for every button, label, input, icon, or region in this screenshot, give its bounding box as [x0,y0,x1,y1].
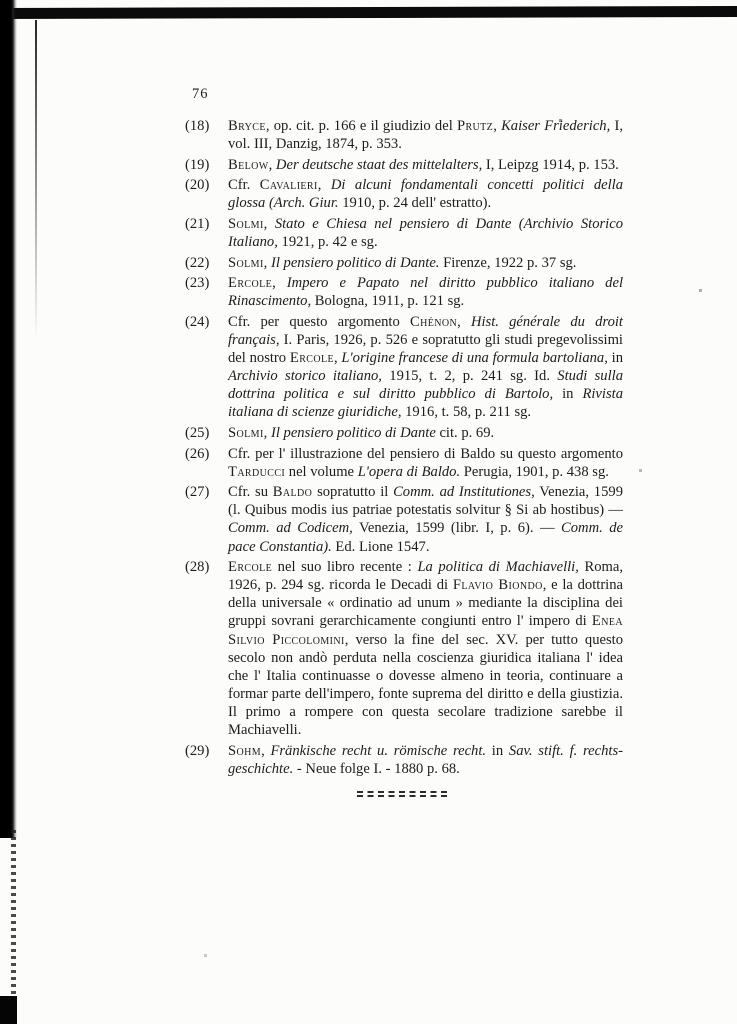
footnote-text: Cfr. Cavalieri, Di alcuni fondamentali concetti politici della glossa (Arch. Giur. 1910, p. 24 dell' estratto). [228,177,623,212]
scan-noise-dots [0,0,1,1]
footnote-number: (25) [185,425,210,441]
footnote-number: (19) [185,156,210,173]
footnote-entry [185,742,623,778]
footnote-entry [185,215,623,251]
footnote-number: (28) [185,559,210,576]
footnote-text: Ercole, Impero e Papato nel diritto pubblico italiano del Rinascimento, Bologna, 1911, p. 121 sg. [228,275,623,310]
scan-page-crease [35,20,37,340]
footnote-number: (22) [185,254,210,271]
footnote-entry [185,483,623,555]
footnote-number: (23) [185,275,210,292]
divider-rule [357,791,447,793]
scan-edge-top [0,6,737,19]
footnote-text: Ercole nel suo libro recente : La politica di Machiavelli, Roma, 1926, p. 294 sg. ricorda le Decadi di Flavio Biondo, e la dottrina della universale « ordinatio ad unum » mediante la disciplina dei gruppi sovrani gerarchicamente congiunti entro l' impero di Enea Silvio Piccolomini, verso la fine del sec. XV. per tutto questo secolo non andò perduta nella coscienza giuridica italiana l' idea che l' Italia continuasse o dovesse almeno in teoria, continuare a formar parte dell'impero, fonte suprema del diritto e della giustizia. Il primo a rompere con questa secolare tradizione sarebbe il Machiavelli. [228,559,624,738]
footnote-number: (29) [185,742,210,759]
footnote-entry [185,156,623,174]
footnote-number: (26) [185,445,210,462]
footnote-entry [185,274,623,310]
footnote-number: (18) [185,118,210,134]
section-divider [357,791,447,797]
scan-edge-left [0,0,18,838]
footnote-text: Solmi, Il pensiero politico di Dante cit. p. 69. [228,425,495,441]
footnote-entry [185,176,623,212]
footnote-text: Solmi, Stato e Chiesa nel pensiero di Dante (Archivio Storico Italiano, 1921, p. 42 e sg. [228,215,623,251]
footnote-entry [185,254,623,272]
footnote-entry [185,424,623,442]
footnote-number: (27) [185,484,210,501]
scan-speckle-strip [11,830,16,1024]
footnote-number: (24) [185,313,210,330]
footnote-entry [185,558,623,739]
footnote-text: Solmi, Il pensiero politico di Dante. Firenze, 1922 p. 37 sg. [228,254,577,271]
footnote-number: (21) [185,215,210,232]
footnote-text: Cfr. per questo argomento Chénon, Hist. générale du droit français, I. Paris, 1926, p. 526 e sopratutto gli studi pregevolissimi del nostro Ercole, L'origine francese di una formula bartoliana, in Archivio storico italiano, 1915, t. 2, p. 241 sg. Id. Studi sulla dottrina politica e sul diritto pubblico di Bartolo, in Rivista italiana di scienze giuridiche, 1916, t. 58, p. 211 sg. [228,313,624,421]
footnote-list [185,117,623,799]
footnote-text: Bryce, op. cit. p. 166 e il giudizio del Prutz, Kaiser Friederich, I, vol. III, Danzig, 1874, p. 353. [228,118,623,153]
page-number: 76 [192,86,209,102]
scan-corner-blob [0,996,17,1024]
footnote-entry [185,445,623,481]
footnote-number: (20) [185,177,210,194]
footnote-text: Cfr. per l' illustrazione del pensiero di Baldo su questo argomento Tarducci nel volume L'opera di Baldo. Perugia, 1901, p. 438 sg. [228,445,623,480]
footnote-entry [185,313,623,422]
footnote-text: Sohm, Fränkische recht u. römische recht. in Sav. stift. f. rechts-geschichte. - Neue folge I. - 1880 p. 68. [228,742,623,777]
footnote-text: Cfr. su Baldo sopratutto il Comm. ad Institutiones, Venezia, 1599 (l. Quibus modis ius patriae potestatis solvitur § Si ab hostibus) — Comm. ad Codicem, Venezia, 1599 (libr. I, p. 6). — Comm. de pace Constantia). Ed. Lione 1547. [228,484,624,555]
divider-rule [357,795,447,797]
footnote-entry [185,117,623,153]
footnote-text: Below, Der deutsche staat des mittelalters, I, Leipzg 1914, p. 153. [228,156,619,173]
